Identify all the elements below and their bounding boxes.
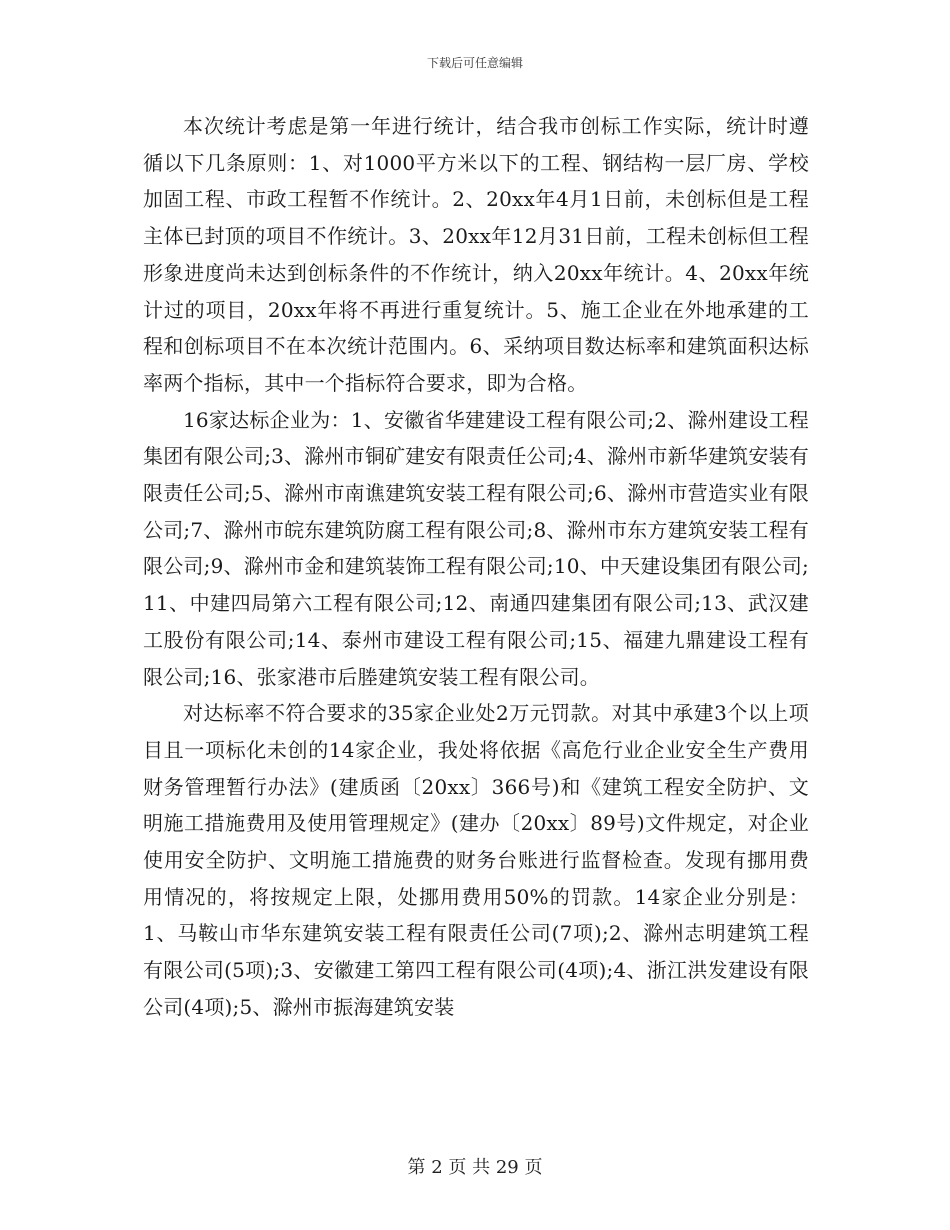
document-body: [143, 108, 809, 1026]
paragraph-qualified-companies: 16家达标企业为：1、安徽省华建建设工程有限公司;2、滁州建设工程集团有限公司;3、滁州市铜矿建安有限责任公司;4、滁州市新华建筑安装有限责任公司;5、滁州市南谯建筑安装工程有限公司;6、滁州市营造实业有限公司;7、滁州市皖东建筑防腐工程有限公司;8、滁州市东方建筑安装工程有限公司;9、滁州市金和建筑装饰工程有限公司;10、中天建设集团有限公司;11、中建四局第六工程有限公司;12、南通四建集团有限公司;13、武汉建工股份有限公司;14、泰州市建设工程有限公司;15、福建九鼎建设工程有限公司;16、张家港市后塍建筑安装工程有限公司。: [143, 407, 809, 689]
page-number-footer: 第 2 页 共 29 页: [407, 1157, 543, 1178]
paragraph-penalties: 对达标率不符合要求的35家企业处2万元罚款。对其中承建3个以上项目且一项标化未创的14家企业，我处将依据《高危行业企业安全生产费用财务管理暂行办法》(建质函〔20xx〕366号)和《建筑工程安全防护、文明施工措施费用及使用管理规定》(建办〔20xx〕89号)文件规定，对企业使用安全防护、文明施工措施费的财务台账进行监督检查。发现有挪用费用情况的，将按规定上限，处挪用费用50%的罚款。14家企业分别是：1、马鞍山市华东建筑安装工程有限责任公司(7项);2、滁州志明建筑工程有限公司(5项);3、安徽建工第四工程有限公司(4项);4、浙江洪发建设有限公司(4项);5、滁州市振海建筑安装: [143, 701, 809, 1019]
paragraph-statistics-principles: 本次统计考虑是第一年进行统计，结合我市创标工作实际，统计时遵循以下几条原则：1、对1000平方米以下的工程、钢结构一层厂房、学校加固工程、市政工程暂不作统计。2、20xx年4月1日前，未创标但是工程主体已封顶的项目不作统计。3、20xx年12月31日前，工程未创标但工程形象进度尚未达到创标条件的不作统计，纳入20xx年统计。4、20xx年统计过的项目，20xx年将不再进行重复统计。5、施工企业在外地承建的工程和创标项目不在本次统计范围内。6、采纳项目数达标率和建筑面积达标率两个指标，其中一个指标符合要求，即为合格。: [143, 114, 809, 395]
page-header: 下载后可任意编辑: [426, 56, 523, 70]
